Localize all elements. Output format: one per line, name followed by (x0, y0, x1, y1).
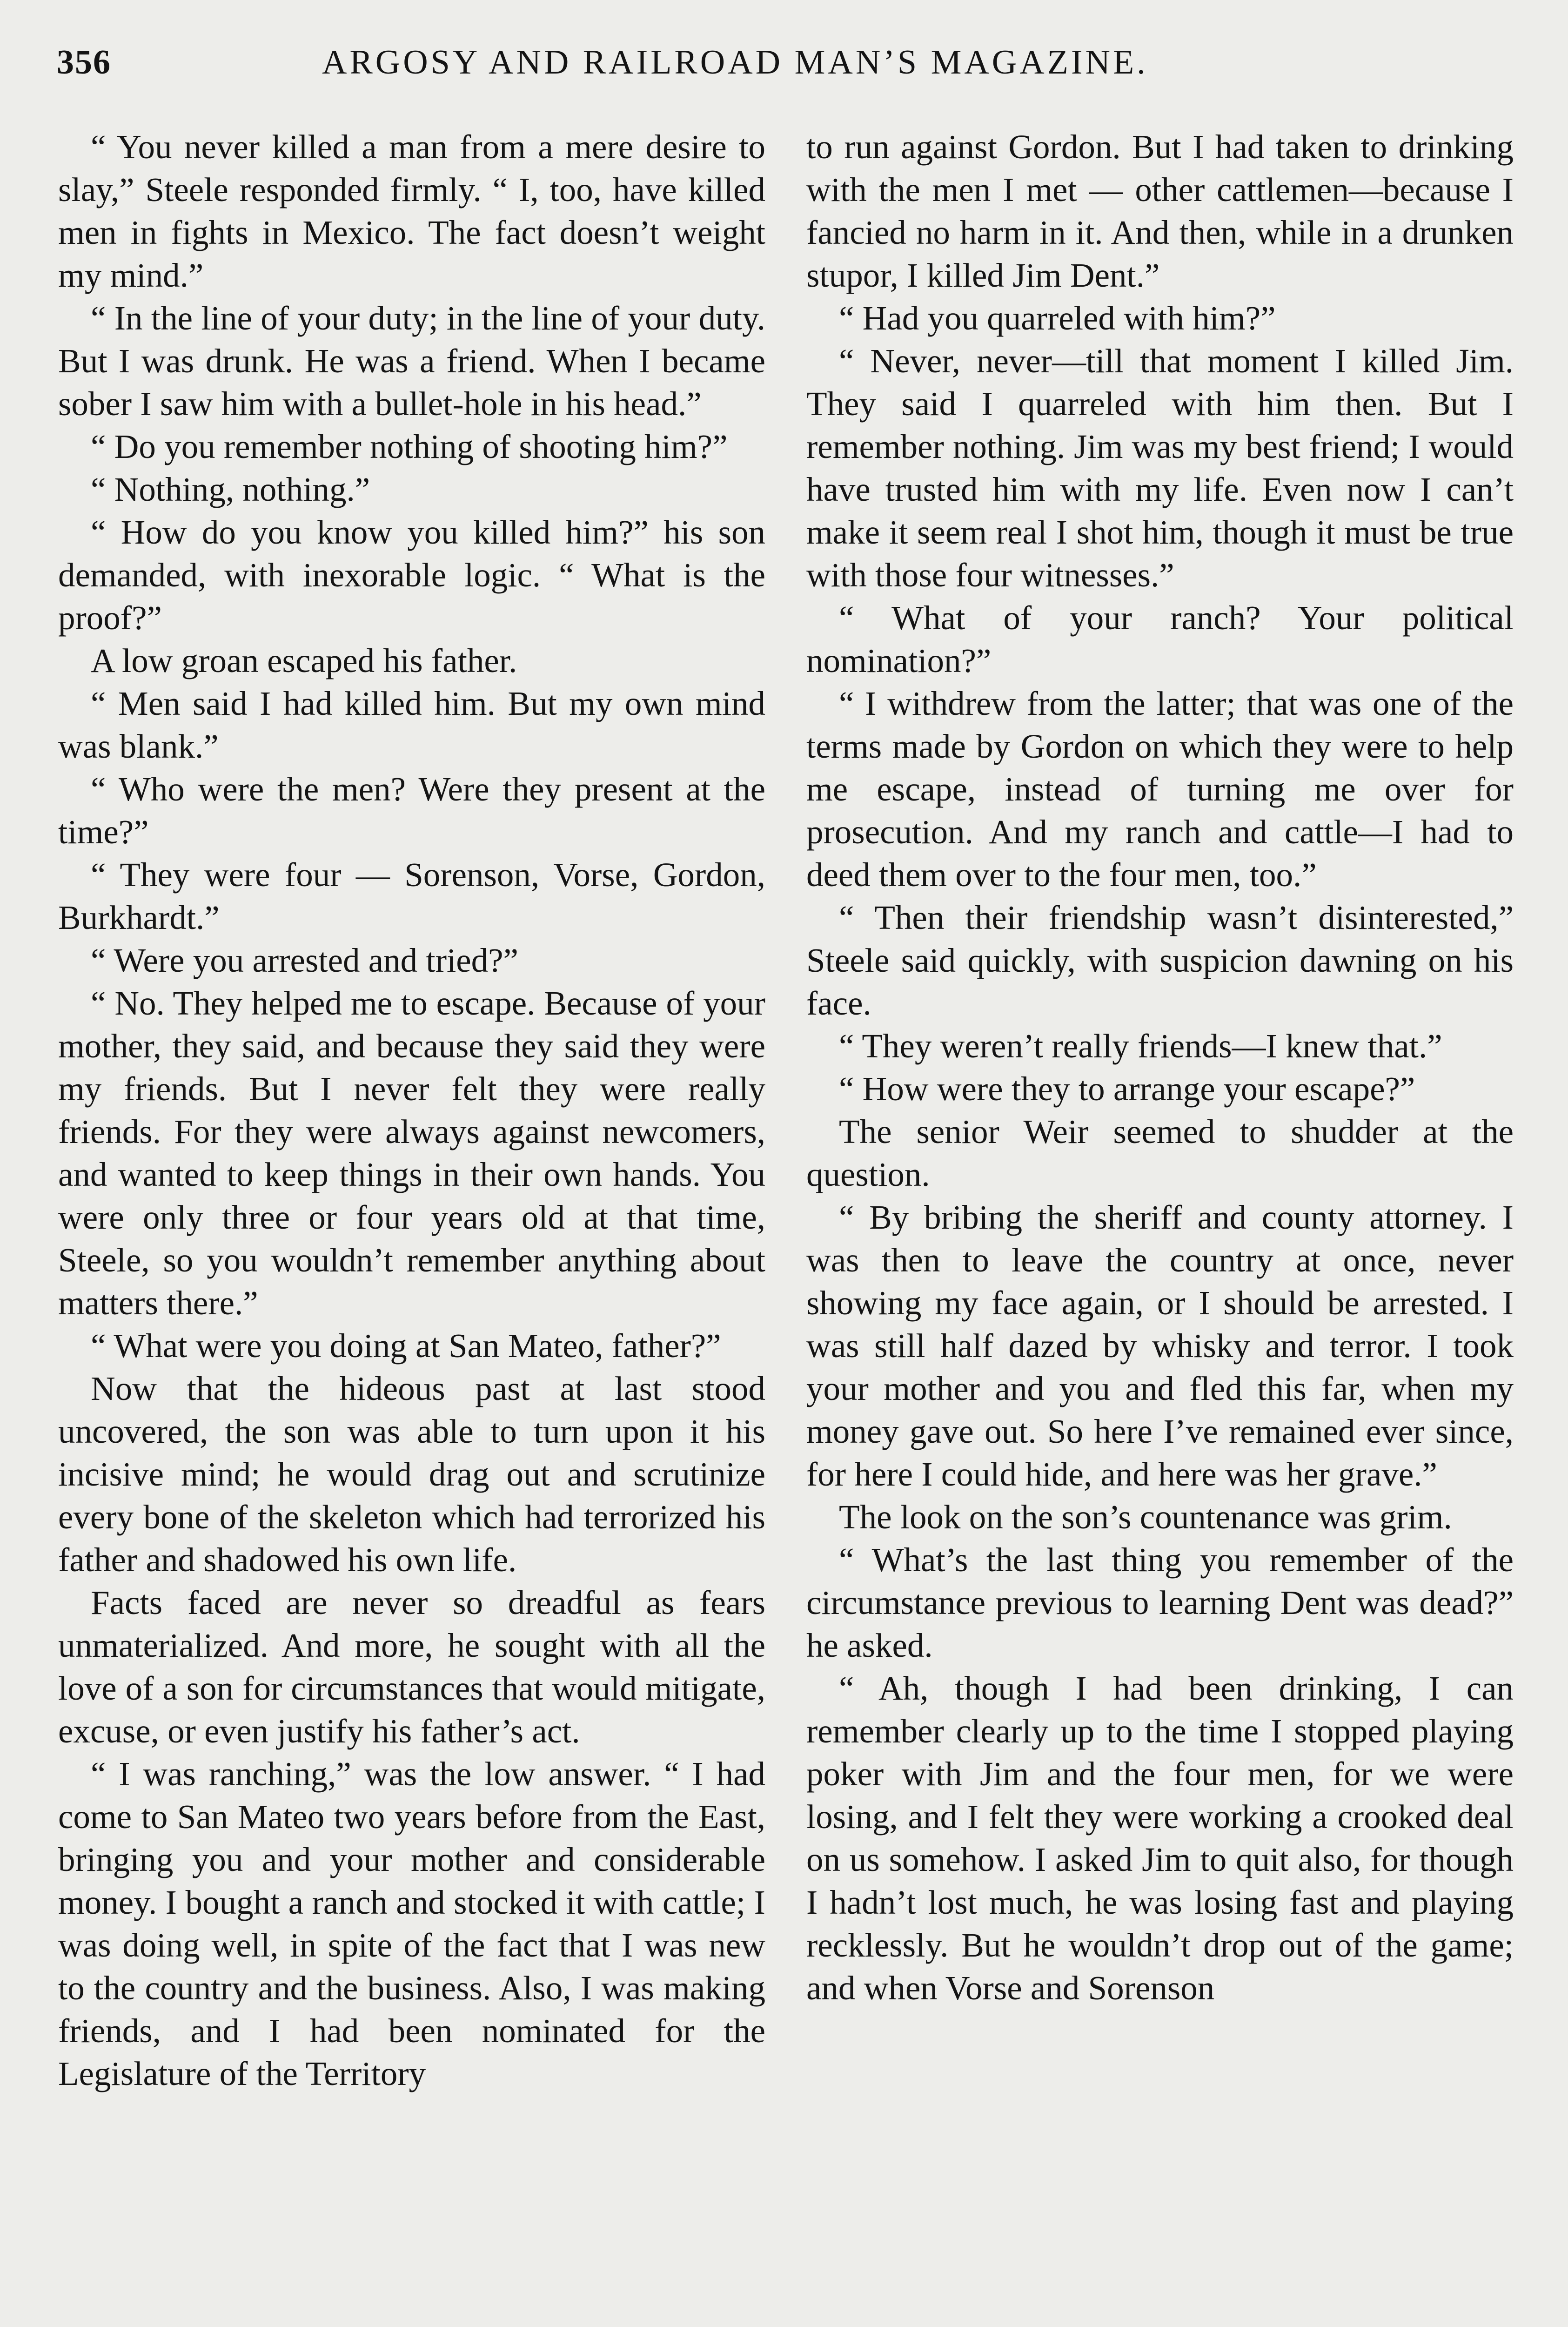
paragraph: Now that the hideous past at last stood uncovered, the son was able to turn upon it his incisive mind; he would drag out and scrutinize every bone of the skeleton which had terrorized his father and shadowed his own life. (58, 1370, 765, 1579)
paragraph: “ No. They helped me to escape. Because of your mother, they said, and because they said they were my friends. But I never felt they were really friends. For they were always against newcomers, and wanted to keep things in their own hands. You were only three or four years old at that time, Steele, so you wouldn’t remember anything about matters there.” (58, 984, 765, 1322)
paragraph: “ What were you doing at San Mateo, father?” (91, 1327, 721, 1365)
paragraph: “ Never, never—till that moment I killed Jim. They said I quarreled with him then. But I remember nothing. Jim was my best friend; I would have trusted him with my life. Even now I can’t make it seem real I shot him, though it must be true with those four witnesses.” (806, 342, 1514, 594)
paragraph: “ What of your ranch? Your political nomination?” (806, 599, 1514, 679)
paragraph: “ I was ranching,” was the low answer. “ I had come to San Mateo two years before from the East, bringing you and your mother and considerable money. I bought a ranch and stocked it with cattle; I was doing well, in spite of the fact that I was new to the country and the business. Also, I was making friends, and I had been nominated for the Legislature of the Territory (58, 1755, 765, 2092)
paragraph: “ I withdrew from the latter; that was one of the terms made by Gordon on which they were to help me escape, instead of turning me over for prosecution. And my ranch and cattle—I had to deed them over to the four men, too.” (806, 685, 1514, 894)
paragraph: “ What’s the last thing you remember of the circumstance previous to learning Dent was dead?” he asked. (806, 1541, 1514, 1664)
paragraph: “ Men said I had killed him. But my own mind was blank.” (58, 685, 765, 765)
paragraph: The look on the son’s countenance was grim. (839, 1498, 1452, 1536)
right-column (806, 126, 1514, 2010)
running-title: ARGOSY AND RAILROAD MAN’S MAGAZINE. (322, 43, 1148, 81)
paragraph: “ By bribing the sheriff and county attorney. I was then to leave the country at once, never showing my face again, or I should be arrested. I was still half dazed by whisky and terror. I took your mother and you and fled this far, when my money gave out. So here I’ve remained ever since, for here I could hide, and here was her grave.” (806, 1198, 1514, 1493)
paragraph: “ Were you arrested and tried?” (91, 942, 518, 979)
paragraph: “ Who were the men? Were they present at the time?” (58, 770, 765, 851)
paragraph: “ They weren’t really friends—I knew that.” (839, 1027, 1442, 1065)
paragraph: “ They were four — Sorenson, Vorse, Gordon, Burkhardt.” (58, 856, 765, 936)
paragraph: “ How were they to arrange your escape?” (839, 1070, 1415, 1108)
paragraph: “ In the line of your duty; in the line of your duty. But I was drunk. He was a friend. When I became sober I saw him with a bullet-hole in his head.” (58, 299, 765, 423)
paragraph: “ Had you quarreled with him?” (839, 299, 1276, 337)
paragraph: “ Ah, though I had been drinking, I can remember clearly up to the time I stopped playing poker with Jim and the four men, for we were losing, and I felt they were working a crooked deal on us somehow. I asked Jim to quit also, for though I hadn’t lost much, he was losing fast and playing recklessly. But he wouldn’t drop out of the game; and when Vorse and Sorenson (806, 1669, 1514, 2007)
paragraph: “ Then their friendship wasn’t disinterested,” Steele said quickly, with suspicion dawning on his face. (806, 899, 1514, 1022)
paragraph: to run against Gordon. But I had taken to drinking with the men I met — other cattlemen—because I fancied no harm in it. And then, while in a drunken stupor, I killed Jim Dent.” (806, 128, 1514, 294)
paragraph: “ Do you remember nothing of shooting him?” (91, 428, 728, 465)
paragraph: A low groan escaped his father. (91, 642, 517, 679)
paragraph: Facts faced are never so dreadful as fears unmaterialized. And more, he sought with all the love of a son for circumstances that would mitigate, excuse, or even justify his father’s act. (58, 1584, 765, 1750)
paragraph: “ Nothing, nothing.” (91, 471, 370, 508)
page-number: 356 (57, 43, 111, 81)
paragraph: “ You never killed a man from a mere desire to slay,” Steele responded firmly. “ I, too, have killed men in fights in Mexico. The fact doesn’t weight my mind.” (58, 128, 765, 294)
left-column (58, 126, 765, 2095)
paragraph: “ How do you know you killed him?” his son demanded, with inexorable logic. “ What is the proof?” (58, 513, 765, 637)
paragraph: The senior Weir seemed to shudder at the question. (806, 1113, 1514, 1193)
page-header (57, 43, 1462, 99)
